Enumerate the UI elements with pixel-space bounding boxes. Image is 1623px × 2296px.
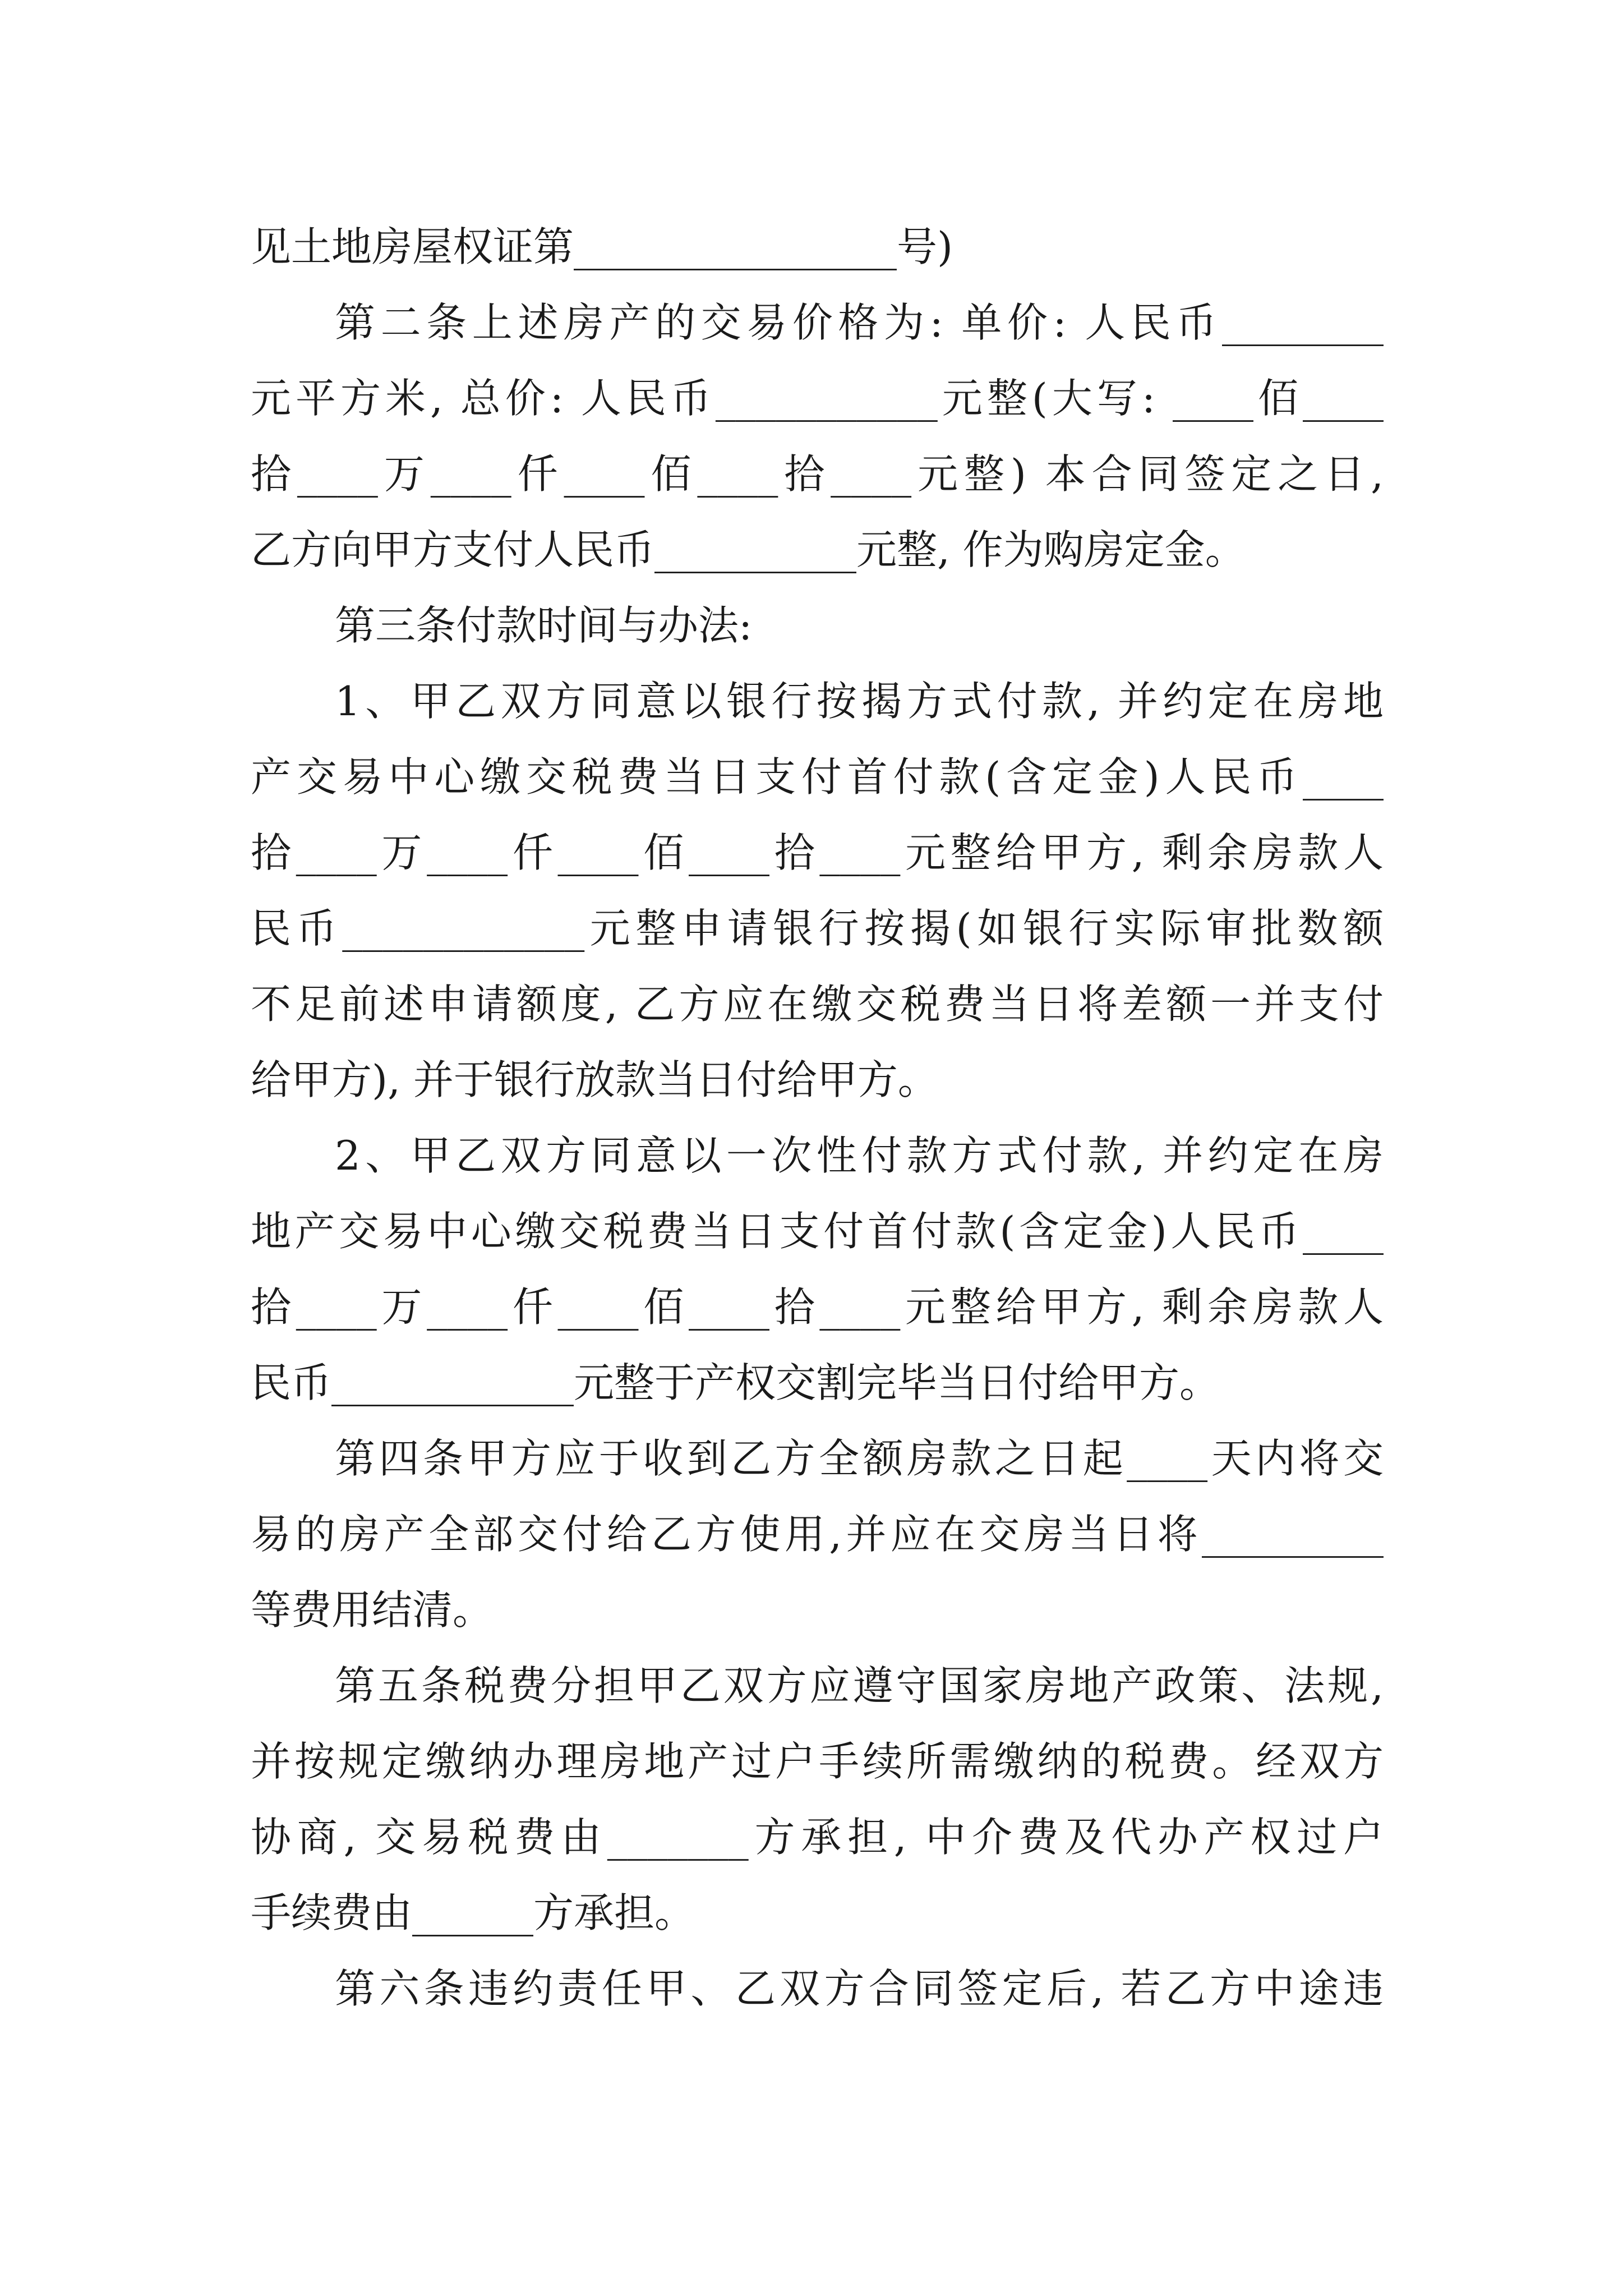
text-line: 第六条违约责任甲、乙双方合同签定后, 若乙方中途违: [335, 1965, 1384, 2012]
text-line: 拾____万____仟____佰____拾____元整给甲方, 剩余房款人: [251, 829, 1384, 876]
text-line: 乙方向甲方支付人民币__________元整, 作为购房定金。: [251, 526, 1246, 573]
text-line: 地产交易中心缴交税费当日支付首付款(含定金)人民币____: [251, 1208, 1384, 1255]
text-line: 民币____________元整申请银行按揭(如银行实际审批数额: [251, 905, 1384, 952]
text-line: 手续费由______方承担。: [251, 1889, 695, 1936]
text-line: 给甲方), 并于银行放款当日付给甲方。: [251, 1056, 938, 1103]
text-line: 元平方米, 总价: 人民币___________元整(大写: ____佰____: [251, 375, 1384, 422]
text-line: 协商, 交易税费由_______方承担, 中介费及代办产权过户: [251, 1814, 1384, 1861]
text-line: 并按规定缴纳办理房地产过户手续所需缴纳的税费。经双方: [251, 1738, 1384, 1785]
text-line: 第四条甲方应于收到乙方全额房款之日起____天内将交: [335, 1435, 1384, 1482]
text-line: 拾____万____仟____佰____拾____元整给甲方, 剩余房款人: [251, 1283, 1384, 1331]
text-line: 第五条税费分担甲乙双方应遵守国家房地产政策、法规,: [335, 1662, 1384, 1709]
text-line: 1、甲乙双方同意以银行按揭方式付款, 并约定在房地: [335, 678, 1384, 725]
text-line: 不足前述申请额度, 乙方应在缴交税费当日将差额一并支付: [251, 981, 1384, 1028]
text-line: 等费用结清。: [251, 1586, 494, 1634]
text-line: 第三条付款时间与办法:: [335, 602, 753, 649]
text-line: 民币____________元整于产权交割完毕当日付给甲方。: [251, 1359, 1220, 1406]
text-line: 见土地房屋权证第________________号): [251, 223, 953, 270]
text-line: 拾____万____仟____佰____拾____元整) 本合同签定之日,: [251, 450, 1384, 498]
text-line: 易的房产全部交付给乙方使用,并应在交房当日将_________: [251, 1511, 1384, 1558]
text-line: 产交易中心缴交税费当日支付首付款(含定金)人民币____: [251, 753, 1384, 800]
text-line: 2、甲乙双方同意以一次性付款方式付款, 并约定在房: [335, 1132, 1384, 1179]
text-line: 第二条上述房产的交易价格为: 单价: 人民币________: [335, 299, 1384, 346]
